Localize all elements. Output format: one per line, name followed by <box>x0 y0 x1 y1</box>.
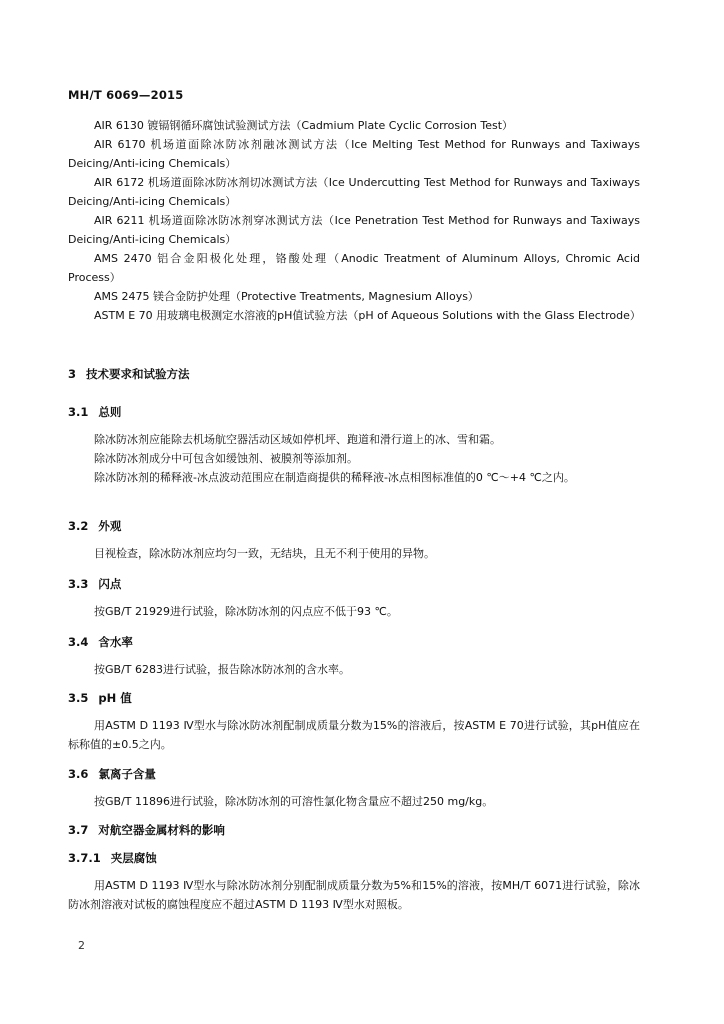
paragraph: 目视检查，除冰防冰剂应均匀一致，无结块，且无不利于使用的异物。 <box>94 547 435 560</box>
section-number: 3.1 <box>68 405 89 419</box>
section-heading <box>68 766 156 782</box>
section-heading <box>68 690 132 706</box>
paragraph: 除冰防冰剂的稀释液-冰点波动范围应在制造商提供的稀释液-冰点相图标准值的0 ℃～+4 ℃之内。 <box>94 471 575 484</box>
section-number: 3.3 <box>68 577 89 591</box>
section-title: 氯离子含量 <box>98 767 156 781</box>
section-title: 外观 <box>98 519 122 533</box>
reference-item: ASTM E 70 用玻璃电极测定水溶液的pH值试验方法（pH of Aqueous Solutions with the Glass Electrode） <box>94 309 641 322</box>
section-heading <box>68 366 190 382</box>
section-number: 3.4 <box>68 635 89 649</box>
reference-item: AIR 6130 镀镉钢循环腐蚀试验测试方法（Cadmium Plate Cyclic Corrosion Test） <box>94 119 514 132</box>
section-title: 闪点 <box>98 577 122 591</box>
paragraph: 按GB/T 21929进行试验，除冰防冰剂的闪点应不低于93 ℃。 <box>94 605 398 618</box>
reference-item: AIR 6172 机场道面除冰防冰剂切冰测试方法（Ice Undercutting Test Method for Runways and Taxiways Deicing/Anti-icing Chemicals） <box>68 176 640 208</box>
section-heading <box>68 518 121 534</box>
paragraph: 按GB/T 6283进行试验，报告除冰防冰剂的含水率。 <box>94 663 350 676</box>
section-number: 3 <box>68 367 77 381</box>
reference-item: AMS 2470 铝合金阳极化处理，铬酸处理（Anodic Treatment of Aluminum Alloys, Chromic Acid Process） <box>68 252 640 284</box>
paragraph: 用ASTM D 1193 Ⅳ型水与除冰防冰剂分别配制成质量分数为5%和15%的溶液，按MH/T 6071进行试验，除冰防冰剂溶液对试板的腐蚀程度应不超过ASTM D 1193 Ⅳ型水对照板。 <box>68 879 640 911</box>
section-heading <box>68 404 121 420</box>
document-code-header: MH/T 6069—2015 <box>68 88 184 102</box>
reference-item: AIR 6211 机场道面除冰防冰剂穿冰测试方法（Ice Penetration Test Method for Runways and Taxiways Deicing/Anti-icing Chemicals） <box>68 214 640 246</box>
paragraph: 按GB/T 11896进行试验，除冰防冰剂的可溶性氯化物含量应不超过250 mg/kg。 <box>94 795 494 808</box>
paragraph: 除冰防冰剂成分中可包含如缓蚀剂、被膜剂等添加剂。 <box>94 452 358 465</box>
section-number: 3.2 <box>68 519 89 533</box>
section-number: 3.7 <box>68 823 89 837</box>
reference-item: AMS 2475 镁合金防护处理（Protective Treatments, Magnesium Alloys） <box>94 290 479 303</box>
section-title: 夹层腐蚀 <box>110 851 157 865</box>
section-number: 3.7.1 <box>68 851 101 865</box>
paragraph: 除冰防冰剂应能除去机场航空器活动区域如停机坪、跑道和滑行道上的冰、雪和霜。 <box>94 433 501 446</box>
section-number: 3.5 <box>68 691 89 705</box>
section-title: 对航空器金属材料的影响 <box>98 823 225 837</box>
section-title: pH 值 <box>98 691 132 705</box>
section-title: 含水率 <box>98 635 133 649</box>
section-title: 技术要求和试验方法 <box>86 367 190 381</box>
paragraph: 用ASTM D 1193 Ⅳ型水与除冰防冰剂配制成质量分数为15%的溶液后，按ASTM E 70进行试验，其pH值应在标称值的±0.5之内。 <box>68 719 640 751</box>
reference-item: AIR 6170 机场道面除冰防冰剂融冰测试方法（Ice Melting Test Method for Runways and Taxiways Deicing/Anti-icing Chemicals） <box>68 138 640 170</box>
section-heading <box>68 576 121 592</box>
page-number: 2 <box>78 939 85 952</box>
section-heading <box>68 822 225 838</box>
section-heading <box>68 634 133 650</box>
section-heading <box>68 850 157 866</box>
section-title: 总则 <box>98 405 122 419</box>
reference-list <box>68 116 640 325</box>
section-number: 3.6 <box>68 767 89 781</box>
